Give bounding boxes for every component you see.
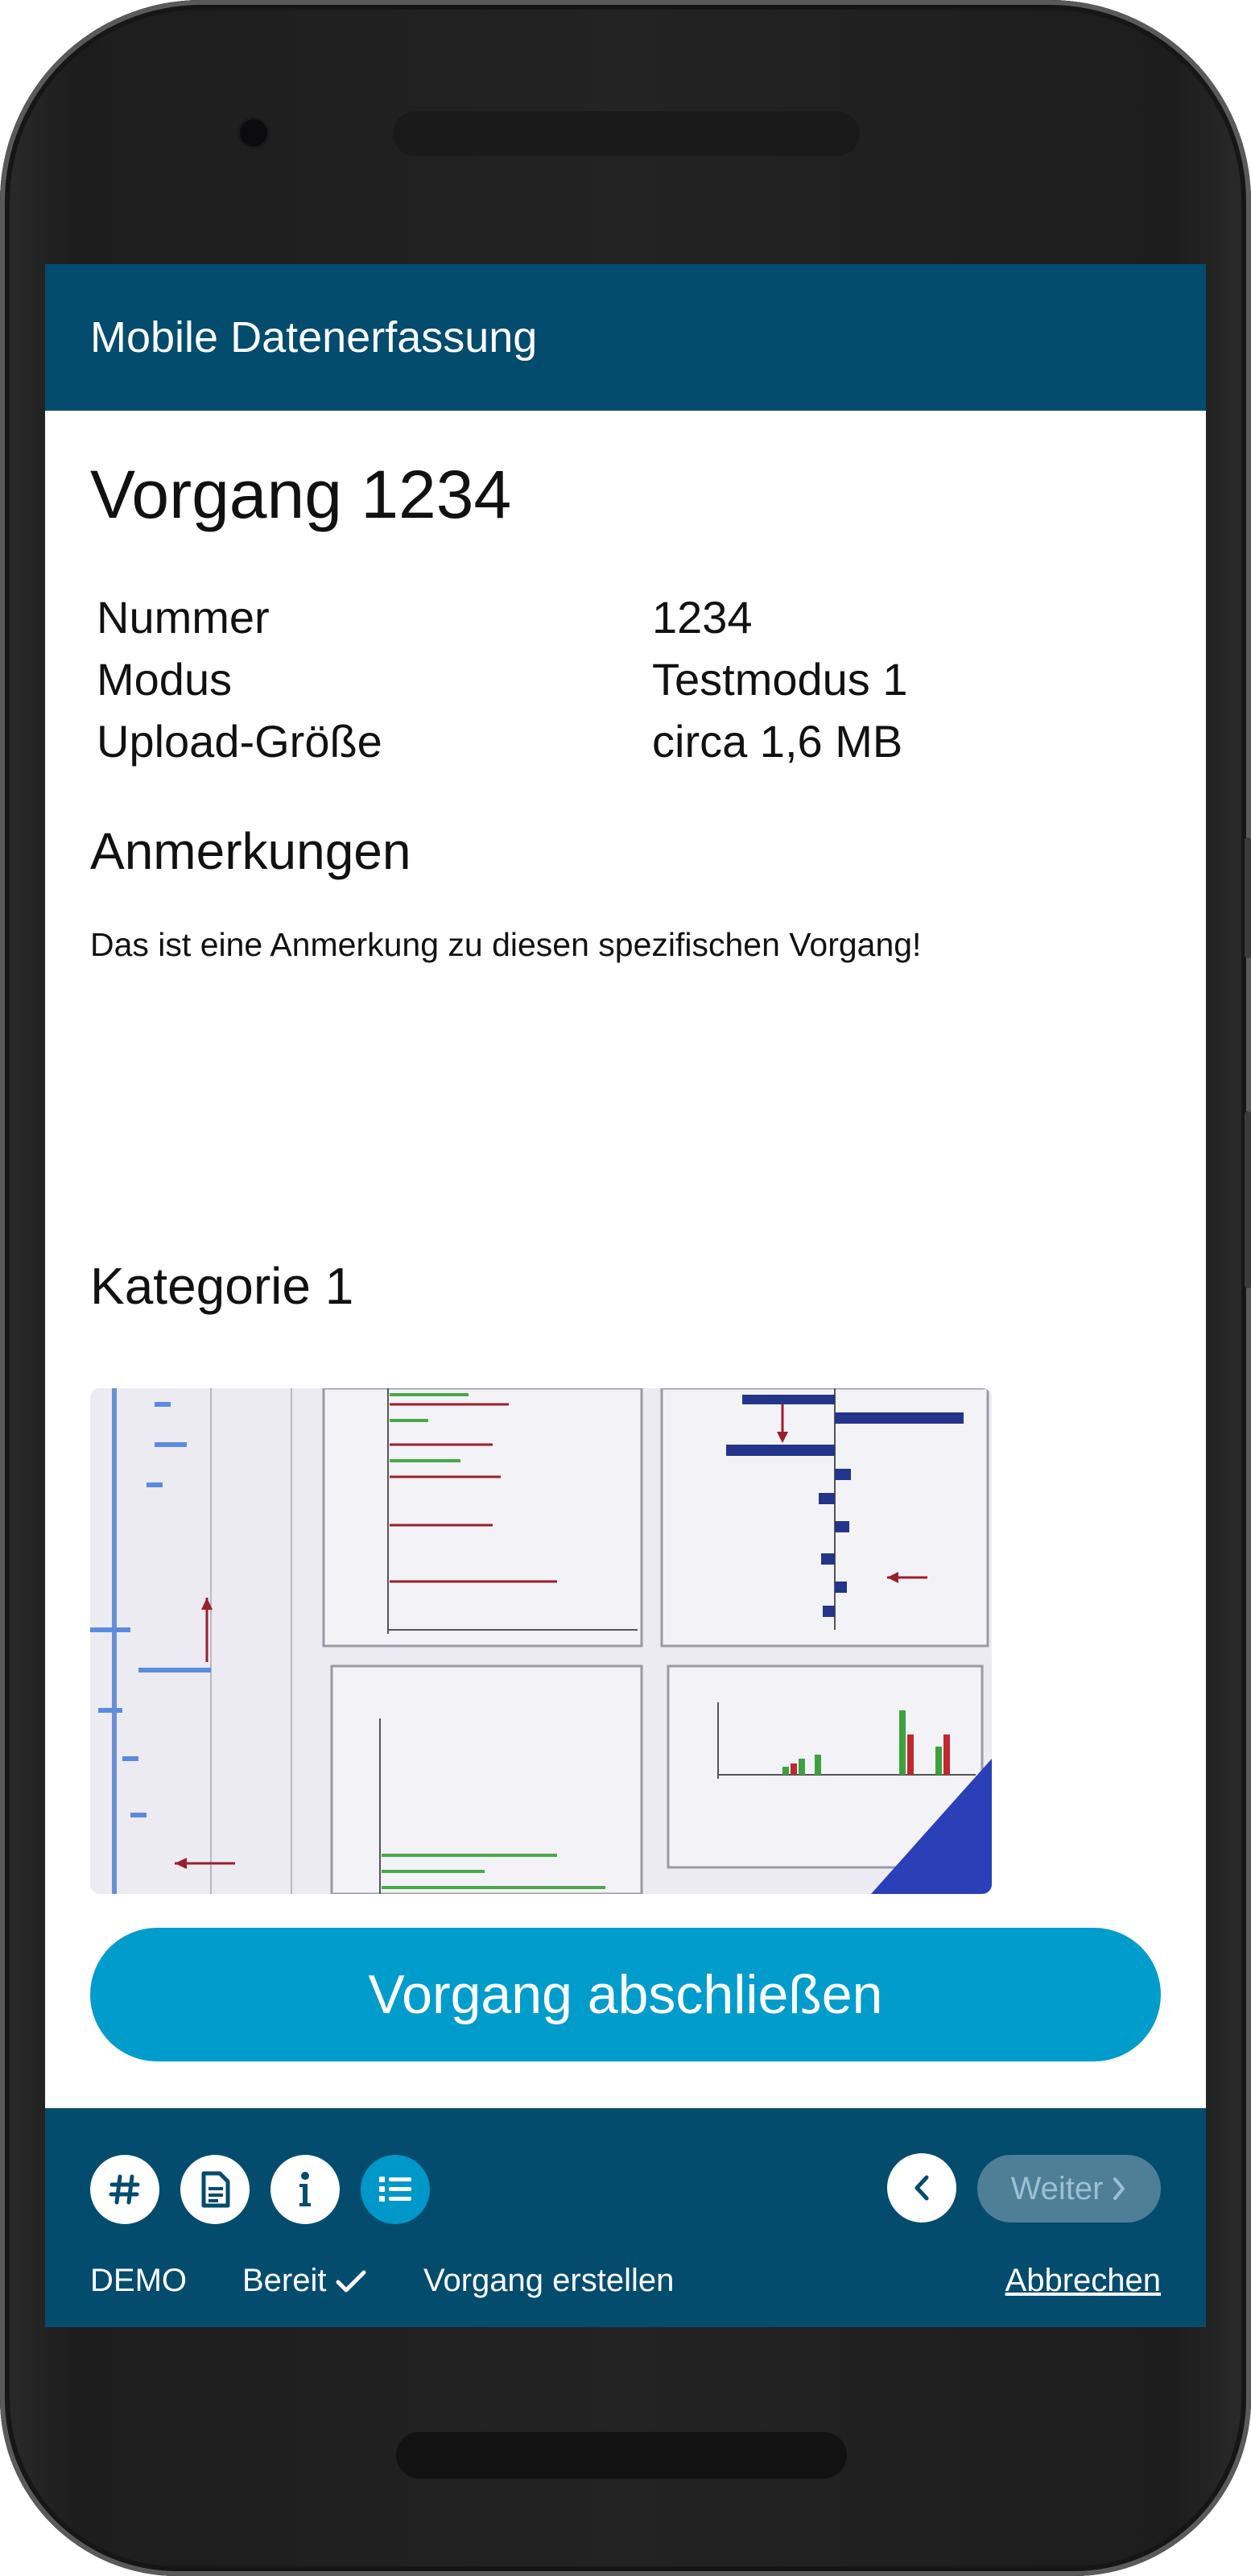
chevron-right-icon — [1111, 2176, 1127, 2202]
next-button[interactable] — [977, 2155, 1161, 2222]
remarks-heading: Anmerkungen — [90, 822, 411, 880]
page-title: Vorgang 1234 — [90, 457, 512, 532]
chevron-left-icon — [911, 2173, 932, 2202]
status-state — [242, 2263, 367, 2299]
details-label: Modus — [97, 654, 233, 705]
details-label: Upload-Größe — [97, 716, 382, 767]
category-heading: Kategorie 1 — [90, 1257, 354, 1315]
chart-paper-photo-icon — [90, 1388, 992, 1894]
next-button-label: Weiter — [1010, 2170, 1104, 2206]
cancel-link[interactable]: Abbrechen — [1005, 2263, 1161, 2298]
document-icon — [199, 2171, 231, 2208]
category-photo[interactable] — [90, 1388, 992, 1894]
back-button[interactable] — [887, 2153, 956, 2222]
details-table — [97, 586, 1063, 772]
earpiece-speaker — [393, 111, 860, 156]
camera-icon — [240, 119, 267, 147]
details-label: Nummer — [97, 592, 270, 643]
check-icon — [335, 2268, 367, 2295]
bottom-toolbar — [45, 2108, 1206, 2327]
app-title: Mobile Datenerfassung — [90, 313, 538, 362]
details-row — [97, 586, 1063, 648]
app-bar — [45, 264, 1206, 411]
status-step: Vorgang erstellen — [423, 2263, 675, 2298]
finish-process-button[interactable]: Vorgang abschließen — [90, 1928, 1161, 2061]
bottom-speaker — [396, 2432, 847, 2479]
info-icon — [297, 2171, 313, 2208]
info-button[interactable] — [270, 2155, 340, 2224]
document-button[interactable] — [180, 2155, 250, 2224]
list-icon — [378, 2175, 413, 2204]
app-screen — [45, 264, 1206, 2327]
status-state-label: Bereit — [242, 2263, 327, 2298]
status-mode: DEMO — [90, 2263, 187, 2298]
remarks-text: Das ist eine Anmerkung zu diesen spezifischen Vorgang! — [90, 926, 922, 963]
power-button — [1245, 1111, 1251, 1288]
details-value: Testmodus 1 — [652, 654, 908, 705]
hash-button[interactable] — [90, 2155, 159, 2224]
list-button[interactable] — [361, 2155, 430, 2224]
details-value: 1234 — [652, 592, 753, 643]
volume-button — [1245, 837, 1251, 958]
details-value: circa 1,6 MB — [652, 716, 903, 767]
details-row — [97, 648, 1063, 710]
details-row — [97, 710, 1063, 772]
hash-icon — [107, 2172, 142, 2207]
